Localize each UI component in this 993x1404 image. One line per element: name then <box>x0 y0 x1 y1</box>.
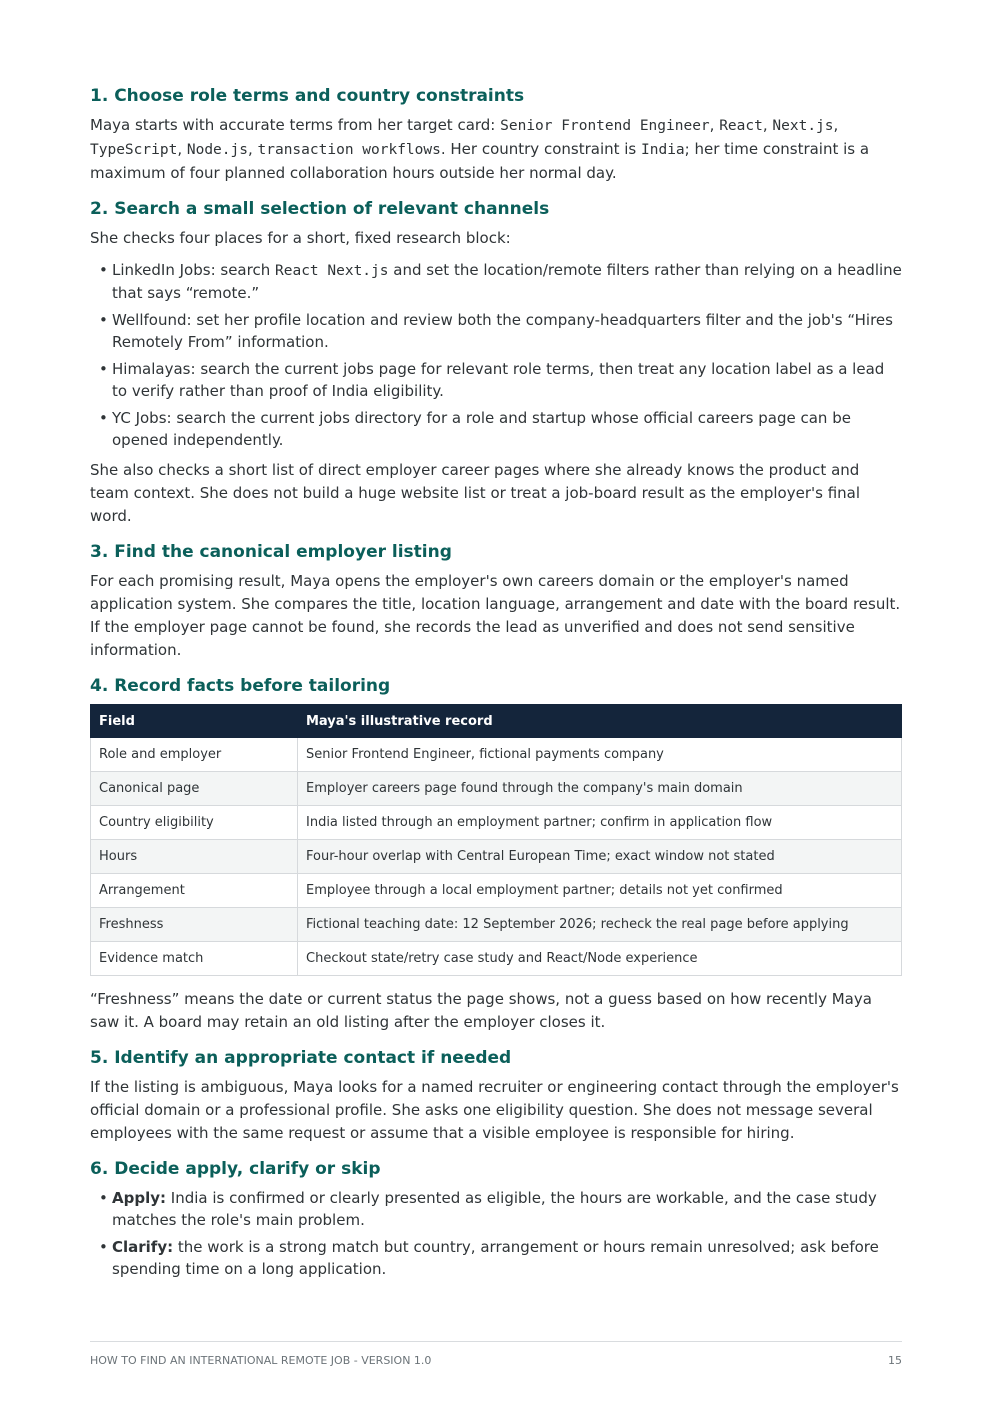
text: ; her time constraint is a maximum of four planned collaboration hours outside her normal day. <box>90 140 870 182</box>
code-term: Next.js <box>772 118 834 134</box>
separator: , <box>833 116 839 134</box>
cell-field: Freshness <box>91 908 298 942</box>
bold-label: Clarify: <box>112 1238 174 1256</box>
page-footer <box>90 1341 902 1367</box>
paragraph: She checks four places for a short, fixed research block: <box>90 229 511 247</box>
paragraph <box>90 114 902 185</box>
text: Maya starts with accurate terms from her target card: <box>90 116 501 134</box>
text: LinkedIn Jobs: search <box>112 261 275 279</box>
facts-table <box>90 704 902 976</box>
section-role-terms <box>90 84 902 185</box>
paragraph: If the listing is ambiguous, Maya looks for a named recruiter or engineering contact through the employer's official domain or a professional profile. She asks one eligibility question. She does not message several employees with the same request or assume that a visible employee is responsible for hiring. <box>90 1078 899 1142</box>
cell-field: Country eligibility <box>91 806 298 840</box>
document-page <box>90 84 902 1292</box>
cell-value: Employee through a local employment partner; details not yet confirmed <box>298 874 902 908</box>
cell-field: Role and employer <box>91 738 298 772</box>
cell-field: Hours <box>91 840 298 874</box>
section-canonical-listing <box>90 540 902 662</box>
bullet-list <box>90 1187 902 1280</box>
code-term: Node.js <box>186 142 248 158</box>
section-heading: 4. Record facts before tailoring <box>90 676 391 696</box>
text: and set the location/remote filters rather than relying on a headline that says “remote.” <box>112 261 902 302</box>
table-row <box>91 840 902 874</box>
column-header-record: Maya's illustrative record <box>298 705 902 738</box>
list-item <box>90 1236 902 1280</box>
paragraph: “Freshness” means the date or current status the page shows, not a guess based on how recently Maya saw it. A board may retain an old listing after the employer closes it. <box>90 990 872 1031</box>
cell-value: Employer careers page found through the company's main domain <box>298 772 902 806</box>
table-row <box>91 942 902 976</box>
table-header-row <box>91 705 902 738</box>
cell-value: Checkout state/retry case study and React/Node experience <box>298 942 902 976</box>
cell-field: Evidence match <box>91 942 298 976</box>
cell-field: Arrangement <box>91 874 298 908</box>
list-item <box>90 259 902 304</box>
separator: , <box>709 116 720 134</box>
paragraph: For each promising result, Maya opens the employer's own careers domain or the employer's named application system. She compares the title, location language, arrangement and date with the board result. If the employer page cannot be found, she records the lead as unverified and does not send sensitive information. <box>90 572 901 659</box>
section-heading: 5. Identify an appropriate contact if needed <box>90 1048 512 1068</box>
section-heading: 1. Choose role terms and country constraints <box>90 86 525 106</box>
cell-value: India listed through an employment partner; confirm in application flow <box>298 806 902 840</box>
code-term: India <box>641 142 685 158</box>
table-row <box>91 806 902 840</box>
separator: , <box>247 140 258 158</box>
cell-value: Four-hour overlap with Central European Time; exact window not stated <box>298 840 902 874</box>
section-decide <box>90 1157 902 1280</box>
bold-label: Apply: <box>112 1189 167 1207</box>
cell-value: Senior Frontend Engineer, fictional payments company <box>298 738 902 772</box>
table-row <box>91 874 902 908</box>
list-item: • Himalayas: search the current jobs page for relevant role terms, then treat any location label as a lead to verify rather than proof of India eligibility. <box>90 358 902 402</box>
text: the work is a strong match but country, arrangement or hours remain unresolved; ask before spending time on a long application. <box>112 1238 879 1278</box>
bullet-list <box>90 259 902 451</box>
page-number: 15 <box>888 1354 902 1367</box>
list-item <box>90 1187 902 1231</box>
code-term: React Next.js <box>275 263 389 279</box>
list-item: • Wellfound: set her profile location and review both the company-headquarters filter and the job's “Hires Remotely From” information. <box>90 309 902 353</box>
section-search-channels <box>90 197 902 528</box>
section-record-facts <box>90 674 902 1034</box>
paragraph: She also checks a short list of direct employer career pages where she already knows the product and team context. She does not build a huge website list or treat a job-board result as the employer's final word. <box>90 461 861 525</box>
code-term: React <box>719 118 763 134</box>
table-row <box>91 908 902 942</box>
cell-value: Fictional teaching date: 12 September 2026; recheck the real page before applying <box>298 908 902 942</box>
section-contact <box>90 1046 902 1145</box>
separator: , <box>762 116 773 134</box>
section-heading: 3. Find the canonical employer listing <box>90 542 452 562</box>
list-item: • YC Jobs: search the current jobs directory for a role and startup whose official careers page can be opened independently. <box>90 407 902 451</box>
table-row <box>91 772 902 806</box>
footer-title: HOW TO FIND AN INTERNATIONAL REMOTE JOB - VERSION 1.0 <box>90 1354 432 1367</box>
text: . Her country constraint is <box>440 140 642 158</box>
section-heading: 2. Search a small selection of relevant channels <box>90 199 550 219</box>
code-term: TypeScript <box>90 142 178 158</box>
code-term: Senior Frontend Engineer <box>500 118 710 134</box>
code-term: transaction workflows <box>257 142 441 158</box>
separator: , <box>177 140 187 158</box>
cell-field: Canonical page <box>91 772 298 806</box>
section-heading: 6. Decide apply, clarify or skip <box>90 1159 381 1179</box>
table-row <box>91 738 902 772</box>
text: India is confirmed or clearly presented as eligible, the hours are workable, and the case study matches the role's main problem. <box>112 1189 877 1229</box>
column-header-field: Field <box>91 705 298 738</box>
